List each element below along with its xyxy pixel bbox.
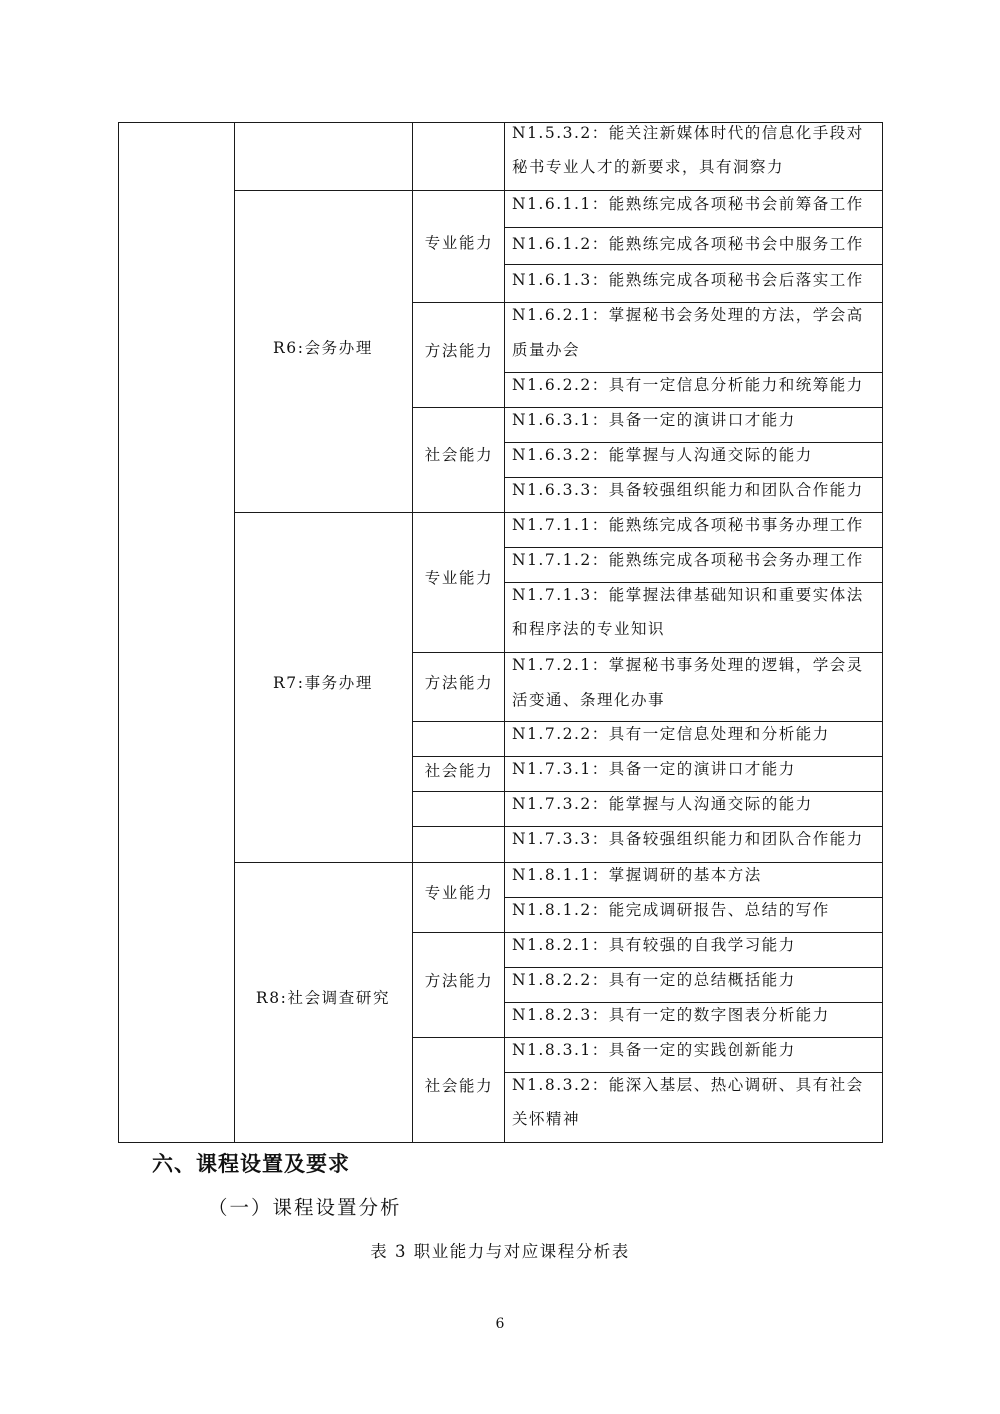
category-label: 方法能力 [424, 342, 494, 360]
ability-item: N1.8.2.3：具有一定的数字图表分析能力 [512, 1006, 830, 1024]
item-divider [504, 372, 883, 373]
ability-item: N1.7.1.2：能熟练完成各项秘书会务办理工作 [512, 551, 864, 569]
item-divider [504, 897, 883, 898]
section-heading: 六、课程设置及要求 [152, 1151, 350, 1176]
ability-item: N1.7.3.1：具备一定的演讲口才能力 [512, 760, 796, 778]
group-divider [234, 862, 883, 863]
item-divider [504, 477, 883, 478]
page-number: 6 [495, 1316, 505, 1332]
resp-label-r7: R7:事务办理 [273, 674, 373, 692]
table-caption: 表 3 职业能力与对应课程分析表 [370, 1242, 630, 1261]
ability-item: N1.6.1.1：能熟练完成各项秘书会前筹备工作 [512, 195, 864, 213]
ability-item-cont: 秘书专业人才的新要求，具有洞察力 [512, 158, 785, 176]
ability-item: N1.6.3.3：具备较强组织能力和团队合作能力 [512, 481, 864, 499]
category-label: 专业能力 [424, 569, 494, 587]
category-divider [412, 721, 883, 722]
item-divider [504, 1002, 883, 1003]
ability-item: N1.6.2.1：掌握秘书会务处理的方法，学会高 [512, 306, 864, 324]
ability-item: N1.8.3.2：能深入基层、热心调研、具有社会 [512, 1076, 864, 1094]
item-divider [504, 264, 883, 265]
category-divider [412, 791, 883, 792]
table-right-border [882, 122, 883, 1143]
ability-item: N1.6.2.2：具有一定信息分析能力和统筹能力 [512, 376, 864, 394]
category-label: 社会能力 [424, 1077, 494, 1095]
ability-item: N1.8.3.1：具备一定的实践创新能力 [512, 1041, 796, 1059]
ability-item: N1.6.1.3：能熟练完成各项秘书会后落实工作 [512, 271, 864, 289]
category-divider [412, 407, 883, 408]
category-label: 专业能力 [424, 234, 494, 252]
ability-item: N1.6.3.1：具备一定的演讲口才能力 [512, 411, 796, 429]
ability-item: N1.5.3.2：能关注新媒体时代的信息化手段对 [512, 124, 864, 142]
category-label: 社会能力 [424, 762, 494, 780]
ability-item-cont: 和程序法的专业知识 [512, 620, 666, 638]
category-label: 方法能力 [424, 972, 494, 990]
item-divider [504, 967, 883, 968]
category-divider [412, 756, 883, 757]
group-divider [234, 190, 883, 191]
table-left-border [118, 122, 119, 1143]
item-divider [504, 442, 883, 443]
col-divider-3 [504, 122, 505, 1143]
category-label: 方法能力 [424, 674, 494, 692]
item-divider [504, 547, 883, 548]
category-divider [412, 302, 883, 303]
ability-item-cont: 活变通、条理化办事 [512, 691, 666, 709]
category-label: 专业能力 [424, 884, 494, 902]
category-divider [412, 826, 883, 827]
col-divider-1 [234, 122, 235, 1143]
ability-item: N1.8.1.2：能完成调研报告、总结的写作 [512, 901, 830, 919]
ability-item: N1.7.3.2：能掌握与人沟通交际的能力 [512, 795, 813, 813]
item-divider [504, 1072, 883, 1073]
subsection-heading: （一）课程设置分析 [208, 1196, 402, 1219]
ability-item: N1.8.2.2：具有一定的总结概括能力 [512, 971, 796, 989]
table-bottom-border [118, 1142, 883, 1143]
category-divider [412, 932, 883, 933]
ability-item: N1.6.1.2：能熟练完成各项秘书会中服务工作 [512, 235, 864, 253]
resp-label-r8: R8:社会调查研究 [255, 989, 391, 1007]
ability-item: N1.7.2.1：掌握秘书事务处理的逻辑，学会灵 [512, 656, 864, 674]
ability-item-cont: 关怀精神 [512, 1110, 581, 1128]
group-divider [234, 512, 883, 513]
ability-item: N1.8.1.1：掌握调研的基本方法 [512, 866, 762, 884]
ability-item: N1.7.3.3：具备较强组织能力和团队合作能力 [512, 830, 864, 848]
category-label: 社会能力 [424, 446, 494, 464]
category-divider [412, 1037, 883, 1038]
ability-item: N1.7.2.2：具有一定信息处理和分析能力 [512, 725, 830, 743]
resp-label-r6: R6:会务办理 [273, 339, 373, 357]
item-divider [504, 227, 883, 228]
col-divider-2 [412, 122, 413, 1143]
category-divider [412, 652, 883, 653]
ability-item: N1.7.1.1：能熟练完成各项秘书事务办理工作 [512, 516, 864, 534]
ability-item-cont: 质量办会 [512, 341, 581, 359]
item-divider [504, 582, 883, 583]
ability-item: N1.6.3.2：能掌握与人沟通交际的能力 [512, 446, 813, 464]
ability-item: N1.7.1.3：能掌握法律基础知识和重要实体法 [512, 586, 864, 604]
ability-item: N1.8.2.1：具有较强的自我学习能力 [512, 936, 796, 954]
